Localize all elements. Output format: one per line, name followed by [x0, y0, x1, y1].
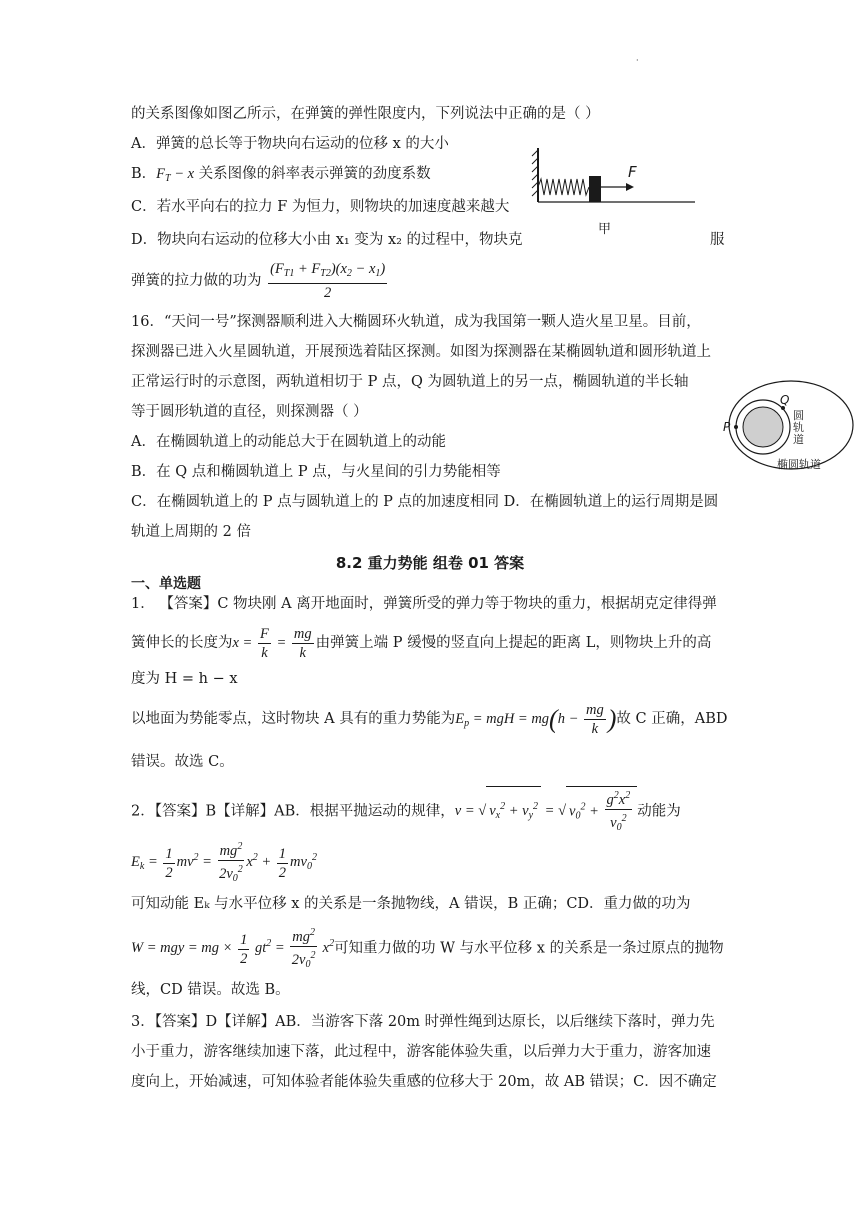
orbit-q-label: Q	[780, 393, 790, 407]
q15-ft-x-formula: $F_T - x$	[156, 166, 195, 184]
q15-intro: 的关系图像如图乙所示，在弹簧的弹性限度内，下列说法中正确的是（ ）	[131, 106, 600, 122]
answer-2-line-5: 线，CD 错误。故选 B。	[131, 982, 290, 998]
answer-1-line-2-text: 簧伸长的长度为	[131, 635, 233, 651]
velocity-formula: v = √ $v_x^2 + v_y^2$ = √ $v_0^2$ + $\frac{g^2x^2}{v_0^2}$	[455, 803, 637, 819]
q15-option-b	[131, 164, 431, 189]
answer-1-line-5: 错误。故选 C。	[131, 754, 234, 770]
answer-2-line-2	[131, 838, 317, 888]
hooke-formula: x = $\frac{F}{k}$ = $\frac{mg}{k}$	[232, 626, 312, 662]
answer-1-line-3: 度为 H = h − x	[131, 671, 238, 687]
answer-2-line-1-text: 2．【答案】B【详解】AB．根据平抛运动的规律，	[131, 803, 455, 820]
section-heading: 一、单选题	[131, 576, 201, 592]
q15-option-d-line2	[131, 260, 389, 302]
potential-energy-formula: $E_p$ = mgH = mg(h − $\frac{mg}{k}$ )	[455, 702, 617, 738]
q16-option-b: B．在 Q 点和椭圆轨道上 P 点，与火星间的引力势能相等	[131, 464, 501, 480]
q15-option-d-tail: 服	[710, 232, 725, 248]
answer-1-line-4	[131, 700, 728, 743]
q15-option-c: C．若水平向右的拉力 F 为恒力，则物块的加速度越来越大	[131, 199, 510, 215]
orbit-p-label: P	[723, 420, 731, 434]
top-dot: ·	[636, 56, 639, 65]
mars-planet	[743, 407, 783, 447]
q15-option-a: A．弹簧的总长等于物块向右运动的位移 x 的大小	[131, 136, 449, 152]
q16-line-3: 正常运行时的示意图，两轨道相切于 P 点，Q 为圆轨道上的另一点，椭圆轨道的半长轴	[131, 374, 689, 390]
q16-line-4: 等于圆形轨道的直径，则探测器（ ）	[131, 404, 368, 420]
point-p	[734, 425, 738, 429]
block-shape	[589, 176, 601, 202]
answer-2-line-3: 可知动能 Eₖ 与水平位移 x 的关系是一条抛物线，A 错误，B 正确；CD．重力做的功为	[131, 896, 691, 912]
answer-3-line-2: 小于重力，游客继续加速下落，此过程中，游客能体验失重，以后弹力大于重力，游客加速	[131, 1044, 711, 1060]
figure-jia-label: 甲	[598, 222, 612, 237]
q16-line-2: 探测器已进入火星圆轨道，开展预选着陆区探测。如图为探测器在某椭圆轨道和圆形轨道上	[131, 344, 711, 360]
elliptical-orbit-label: 椭圆轨道	[777, 458, 821, 471]
q16-option-c-line2: 轨道上周期的 2 倍	[131, 524, 251, 540]
answer-1-line-1: 1． 【答案】C 物块刚 A 离开地面时，弹簧所受的弹力等于物块的重力，根据胡克定律得弹	[131, 596, 717, 612]
q15-option-d-line2-text: 弹簧的拉力做的功为	[131, 273, 262, 289]
answer-2-line-4-tail: 可知重力做的功 W 与水平位移 x 的关系是一条过原点的抛物	[334, 940, 724, 957]
kinetic-energy-formula: $E_k$ = $\frac{1}{2}$ $mv^2$ = $\frac{mg^2}{2v_0^2}$ $x^2$ + $\frac{1}{2}$ $mv_0^2$	[131, 854, 317, 870]
gravity-work-formula: W = mgy = mg × $\frac{1}{2}$ $gt^2$ = $\frac{mg^2}{2v_0^2}$ $x^2$	[131, 940, 334, 956]
answer-1-line-2-tail: 由弹簧上端 P 缓慢的竖直向上提起的距离 L，则物块上升的高	[315, 635, 712, 651]
q16-option-a: A．在椭圆轨道上的动能总大于在圆轨道上的动能	[131, 434, 446, 450]
answer-1-line-4-tail: 故 C 正确，ABD	[616, 711, 728, 727]
q16-option-c: C．在椭圆轨道上的 P 点与圆轨道上的 P 点的加速度相同 D．在椭圆轨道上的运行周期是圆	[131, 494, 719, 510]
work-fraction: $\frac{(F_{T1} + F_{T2})(x_2 - x_1)}{2}$	[270, 261, 386, 301]
answer-3-line-3: 度向上，开始减速，可知体验者能体验失重感的位移大于 20m，故 AB 错误；C．因不确定	[131, 1074, 717, 1090]
spring-block-figure	[530, 140, 700, 215]
circular-orbit-label: 圆 轨 道	[793, 409, 804, 446]
force-f-label: F	[628, 163, 637, 181]
answer-1-line-4-text: 以地面为势能零点，这时物块 A 具有的重力势能为	[131, 711, 456, 727]
answer-2-line-4	[131, 924, 724, 974]
answer-1-line-2	[131, 624, 711, 662]
answer-2-line-1	[131, 786, 681, 837]
q15-option-b-prefix: B．	[131, 166, 157, 182]
answer-3-line-1: 3．【答案】D【详解】AB．当游客下落 20m 时弹性绳到达原长，以后继续下落时，弹力先	[131, 1014, 715, 1030]
answer-2-line-1-tail: 动能为	[637, 803, 681, 820]
answer-title: 8.2 重力势能 组卷 01 答案	[335, 554, 525, 572]
q16-line-1: 16．“天问一号”探测器顺利进入大椭圆环火轨道，成为我国第一颗人造火星卫星。目前，	[131, 314, 701, 330]
q15-option-b-text: 关系图像的斜率表示弹簧的劲度系数	[194, 166, 431, 182]
q15-option-d: D．物块向右运动的位移大小由 x₁ 变为 x₂ 的过程中，物块克	[131, 232, 523, 248]
